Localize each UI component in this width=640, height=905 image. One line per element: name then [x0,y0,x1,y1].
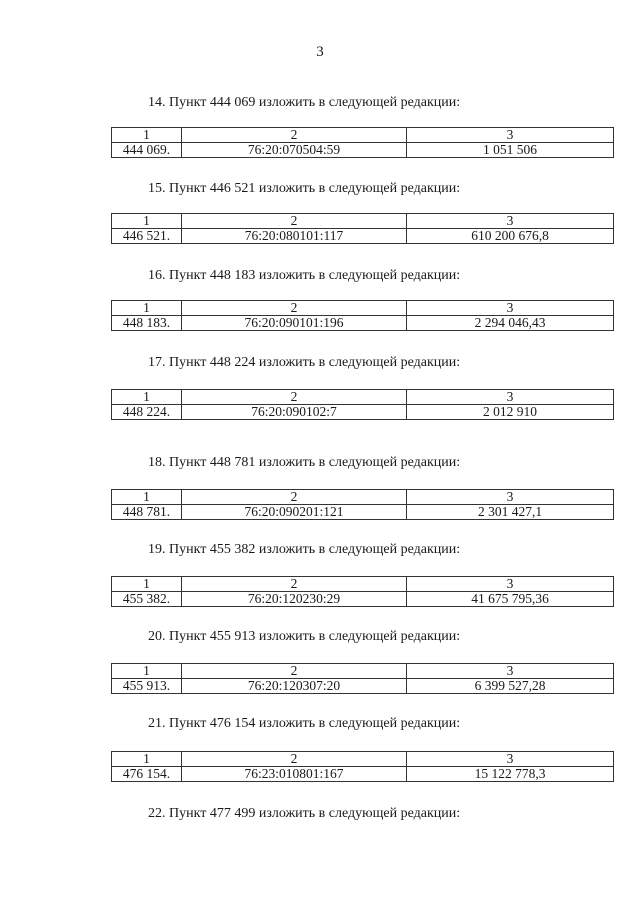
value-cell: 6 399 527,28 [407,679,614,694]
item-table [111,489,614,520]
item-heading: 18. Пункт 448 781 изложить в следующей редакции: [148,455,461,470]
item-heading: 14. Пункт 444 069 изложить в следующей редакции: [148,95,461,110]
col-header: 3 [407,490,614,505]
cadastral-code-cell: 76:20:070504:59 [182,143,407,158]
table-header-row [112,577,614,592]
item-heading: 22. Пункт 477 499 изложить в следующей редакции: [148,806,461,821]
item-number-cell: 455 382. [112,592,182,607]
cadastral-code-cell: 76:20:090201:121 [182,505,407,520]
cadastral-code-cell: 76:20:120307:20 [182,679,407,694]
col-header: 1 [112,128,182,143]
page-number: 3 [316,44,324,60]
col-header: 1 [112,752,182,767]
cadastral-code-cell: 76:20:090101:196 [182,316,407,331]
cadastral-code-cell: 76:23:010801:167 [182,767,407,782]
table-row [112,229,614,244]
table-header-row [112,390,614,405]
item-number-cell: 448 183. [112,316,182,331]
col-header: 2 [182,752,407,767]
col-header: 3 [407,752,614,767]
item-number-cell: 455 913. [112,679,182,694]
item-number-cell: 446 521. [112,229,182,244]
col-header: 3 [407,664,614,679]
col-header: 3 [407,390,614,405]
item-heading: 16. Пункт 448 183 изложить в следующей редакции: [148,268,461,283]
item-heading: 15. Пункт 446 521 изложить в следующей редакции: [148,181,461,196]
table-header-row [112,301,614,316]
col-header: 1 [112,664,182,679]
col-header: 2 [182,490,407,505]
item-number-cell: 476 154. [112,767,182,782]
table-row [112,505,614,520]
item-heading: 17. Пункт 448 224 изложить в следующей редакции: [148,355,461,370]
item-number-cell: 448 224. [112,405,182,420]
item-heading: 19. Пункт 455 382 изложить в следующей редакции: [148,542,461,557]
cadastral-code-cell: 76:20:090102:7 [182,405,407,420]
col-header: 1 [112,214,182,229]
value-cell: 2 012 910 [407,405,614,420]
col-header: 1 [112,490,182,505]
table-header-row [112,214,614,229]
item-number-cell: 444 069. [112,143,182,158]
value-cell: 15 122 778,3 [407,767,614,782]
value-cell: 2 294 046,43 [407,316,614,331]
item-table [111,576,614,607]
table-header-row [112,490,614,505]
table-row [112,679,614,694]
value-cell: 610 200 676,8 [407,229,614,244]
table-row [112,592,614,607]
table-header-row [112,664,614,679]
value-cell: 1 051 506 [407,143,614,158]
item-table [111,751,614,782]
table-header-row [112,752,614,767]
col-header: 2 [182,301,407,316]
col-header: 2 [182,390,407,405]
col-header: 2 [182,664,407,679]
item-heading: 21. Пункт 476 154 изложить в следующей редакции: [148,716,461,731]
item-table [111,389,614,420]
item-heading: 20. Пункт 455 913 изложить в следующей редакции: [148,629,461,644]
table-header-row [112,128,614,143]
table-row [112,316,614,331]
table-row [112,767,614,782]
col-header: 1 [112,390,182,405]
col-header: 3 [407,301,614,316]
item-table [111,127,614,158]
cadastral-code-cell: 76:20:080101:117 [182,229,407,244]
item-table [111,663,614,694]
col-header: 2 [182,214,407,229]
value-cell: 41 675 795,36 [407,592,614,607]
item-table [111,213,614,244]
value-cell: 2 301 427,1 [407,505,614,520]
col-header: 1 [112,301,182,316]
col-header: 3 [407,128,614,143]
item-table [111,300,614,331]
cadastral-code-cell: 76:20:120230:29 [182,592,407,607]
col-header: 2 [182,128,407,143]
item-number-cell: 448 781. [112,505,182,520]
col-header: 2 [182,577,407,592]
table-row [112,405,614,420]
col-header: 1 [112,577,182,592]
col-header: 3 [407,577,614,592]
col-header: 3 [407,214,614,229]
table-row [112,143,614,158]
